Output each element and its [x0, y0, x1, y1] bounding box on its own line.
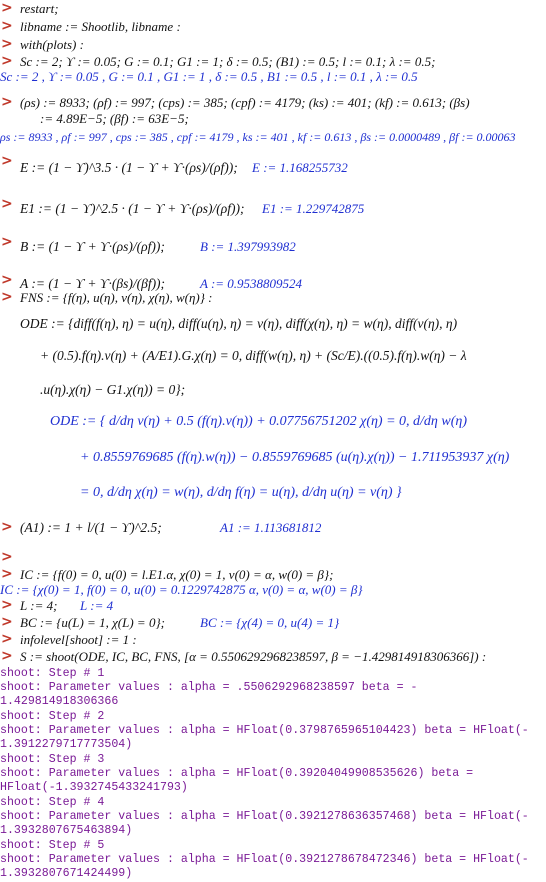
output-ODE-cont1: + 0.8559769685 (f(η).w(η)) − 0.8559769685 (u(η).χ(η)) − 1.711953937 χ(η) [80, 450, 510, 465]
prompt-marker: > [1, 631, 13, 647]
prompt-marker: > [1, 53, 13, 69]
prompt-marker: > [1, 36, 13, 52]
output-ODE: ODE := { d/dη v(η) + 0.5 (f(η).v(η)) + 0.07756751202 χ(η) = 0, d/dη w(η) [50, 414, 467, 429]
output-properties: ρs := 8933 , ρf := 997 , cps := 385 , cpf := 4179 , ks := 401 , kf := 0.613 , βs := 0.0000489 , βf := 0.00063 [0, 130, 516, 144]
prompt-marker: > [1, 648, 13, 664]
prompt-marker: > [1, 234, 13, 250]
input-IC[interactable]: IC := {f(0) = 0, u(0) = l.E1.α, χ(0) = 1, v(0) = α, w(0) = β}; [20, 567, 334, 582]
input-libname[interactable]: libname := Shootlib, libname : [20, 19, 181, 34]
shoot-log-line: shoot: Step # 1 [0, 667, 105, 680]
input-infolevel[interactable]: infolevel[shoot] := 1 : [20, 632, 137, 647]
prompt-marker: > [1, 153, 13, 169]
input-E1[interactable]: E1 := (1 − ϒ)^2.5 · (1 − ϒ + ϒ·(ρs)/(ρf)); [20, 201, 245, 216]
prompt-marker: > [1, 614, 13, 630]
input-A1[interactable]: (A1) := 1 + l/(1 − ϒ)^2.5; [20, 520, 162, 535]
input-parameters[interactable]: Sc := 2; ϒ := 0.05; G := 0.1; G1 := 1; δ := 0.5; (B1) := 0.5; l := 0.1; λ := 0.5; [20, 54, 436, 69]
output-E1: E1 := 1.229742875 [262, 201, 365, 216]
shoot-log-line: shoot: Step # 3 [0, 753, 105, 766]
output-L: L := 4 [80, 598, 114, 613]
prompt-marker: > [1, 549, 13, 565]
output-A: A := 0.9538809524 [200, 276, 303, 291]
output-parameters: Sc := 2 , ϒ := 0.05 , G := 0.1 , G1 := 1 , δ := 0.5 , B1 := 0.5 , l := 0.1 , λ := 0.5 [0, 69, 418, 84]
output-BC: BC := {χ(4) = 0, u(4) = 1} [200, 615, 340, 630]
output-IC: IC := {χ(0) = 1, f(0) = 0, u(0) = 0.1229742875 α, v(0) = α, w(0) = β} [0, 582, 363, 597]
input-ODE-cont2[interactable]: .u(η).χ(η) − G1.χ(η)) = 0}; [40, 382, 186, 397]
input-shoot[interactable]: S := shoot(ODE, IC, BC, FNS, [α = 0.5506292968238597, β = −1.429814918306366]) : [20, 649, 487, 664]
prompt-marker: > [1, 272, 13, 288]
input-L[interactable]: L := 4; [20, 598, 58, 613]
output-A1: A1 := 1.113681812 [220, 520, 322, 535]
shoot-log-line: HFloat(-1.3932745433241793) [0, 781, 188, 794]
input-with-plots[interactable]: with(plots) : [20, 37, 84, 52]
input-B[interactable]: B := (1 − ϒ + ϒ·(ρs)/(ρf)); [20, 239, 165, 254]
shoot-log-line: shoot: Parameter values : alpha = .5506292968238597 beta = - [0, 681, 418, 694]
input-A[interactable]: A := (1 − ϒ + ϒ·(βs)/(βf)); [20, 276, 166, 291]
shoot-log-line: shoot: Parameter values : alpha = HFloat(0.3921278678472346) beta = HFloat(- [0, 853, 529, 866]
output-B: B := 1.397993982 [200, 239, 296, 254]
shoot-log-line: 1.3912279717773504) [0, 738, 133, 751]
shoot-log-line: shoot: Parameter values : alpha = HFloat(0.3921278636357468) beta = HFloat(- [0, 810, 529, 823]
prompt-marker: > [1, 597, 13, 613]
prompt-marker: > [1, 0, 13, 16]
prompt-marker: > [1, 289, 13, 305]
shoot-log-line: 1.429814918306366 [0, 695, 119, 708]
input-properties-cont[interactable]: := 4.89E−5; (βf) := 63E−5; [40, 111, 189, 126]
shoot-log-line: shoot: Parameter values : alpha = HFloat(0.39204049908535626) beta = [0, 767, 474, 780]
input-ODE[interactable]: ODE := {diff(f(η), η) = u(η), diff(u(η), η) = v(η), diff(χ(η), η) = w(η), diff(v(η), η) [20, 316, 458, 331]
prompt-marker: > [1, 94, 13, 110]
prompt-marker: > [1, 519, 13, 535]
output-ODE-cont2: = 0, d/dη χ(η) = w(η), d/dη f(η) = u(η), d/dη u(η) = v(η) } [80, 485, 402, 500]
prompt-marker: > [1, 18, 13, 34]
input-BC[interactable]: BC := {u(L) = 1, χ(L) = 0}; [20, 615, 165, 630]
shoot-log-line: shoot: Step # 2 [0, 710, 105, 723]
input-restart[interactable]: restart; [20, 1, 59, 16]
prompt-marker: > [1, 566, 13, 582]
prompt-marker: > [1, 196, 13, 212]
input-E[interactable]: E := (1 − ϒ)^3.5 · (1 − ϒ + ϒ·(ρs)/(ρf)); [20, 160, 238, 175]
shoot-log-line: shoot: Parameter values : alpha = HFloat(0.3798765965104423) beta = HFloat(- [0, 724, 529, 737]
shoot-log-line: shoot: Step # 4 [0, 796, 105, 809]
shoot-log-line: 1.3932807671424499) [0, 867, 133, 880]
output-E: E := 1.168255732 [252, 160, 348, 175]
input-ODE-cont1[interactable]: + (0.5).f(η).v(η) + (A/E1).G.χ(η) = 0, diff(w(η), η) + (Sc/E).((0.5).f(η).w(η) − λ [40, 348, 467, 363]
input-properties[interactable]: (ρs) := 8933; (ρf) := 997; (cps) := 385; (cpf) := 4179; (ks) := 401; (kf) := 0.613; (βs) [20, 95, 470, 110]
shoot-log-line: 1.3932807675463894) [0, 824, 133, 837]
input-FNS-visible[interactable]: FNS := {f(η), u(η), v(η), χ(η), w(η)} : [20, 290, 213, 305]
shoot-log-line: shoot: Step # 5 [0, 839, 105, 852]
